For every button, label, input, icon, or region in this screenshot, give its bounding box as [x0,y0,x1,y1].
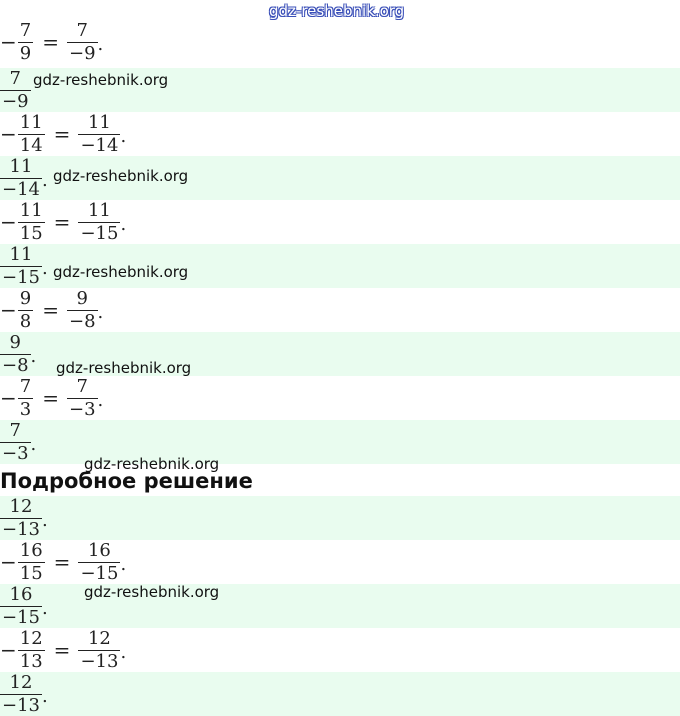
fraction-row [0,584,48,628]
denominator: 8 [19,310,32,332]
denominator: −14 [80,134,119,156]
fraction [18,287,33,332]
denominator: −13 [2,694,40,716]
fraction [78,111,120,156]
watermark: gdz-reshebnik.org [84,455,220,473]
denominator: 15 [19,562,43,584]
fraction [18,199,45,244]
fraction-row [0,332,36,376]
fraction [67,19,98,64]
numerator: 11 [19,199,43,221]
period: . [97,302,104,323]
denominator: −13 [2,518,40,540]
numerator: 9 [19,287,32,309]
numerator: 16 [87,539,111,561]
minus-sign: − [0,122,17,146]
numerator: 16 [19,539,43,561]
numerator: 7 [76,19,88,41]
minus-sign: − [0,386,17,410]
numerator: 12 [19,627,43,649]
denominator: 3 [19,398,32,420]
watermark: gdz-reshebnik.org [53,167,189,185]
fraction-row [0,244,48,288]
period: . [30,434,37,455]
denominator: 13 [19,650,43,672]
equals-sign: = [53,550,71,574]
site-watermark-header: gdz-reshebnik.org [269,2,405,20]
fraction-row [0,420,36,464]
fraction [0,583,42,628]
period: . [42,170,48,191]
denominator: 9 [19,42,32,64]
fraction-row [0,68,31,112]
equals-sign: = [42,298,59,322]
period: . [120,642,127,663]
period: . [42,258,48,279]
numerator: 9 [76,287,88,309]
equation-row [0,112,126,156]
minus-sign: − [0,638,17,662]
denominator: −15 [80,222,119,244]
denominator: −9 [68,42,96,64]
watermark: gdz-reshebnik.org [56,359,192,377]
period: . [30,346,37,367]
numerator: 11 [9,155,33,177]
fraction [18,627,45,672]
fraction [0,331,31,376]
numerator: 7 [9,67,21,89]
equals-sign: = [42,30,59,54]
denominator: −9 [2,90,29,112]
period: . [120,126,127,147]
numerator: 11 [19,111,43,133]
fraction [78,539,120,584]
denominator: −8 [68,310,96,332]
fraction [0,243,42,288]
equals-sign: = [42,386,59,410]
row-highlight [0,496,680,540]
period: . [120,214,127,235]
numerator: 7 [76,375,88,397]
denominator: −3 [2,442,29,464]
fraction [0,419,31,464]
period: . [42,510,48,531]
fraction [18,539,45,584]
denominator: 14 [19,134,43,156]
denominator: −15 [2,606,40,628]
equation-row [0,200,126,244]
fraction-row [0,672,48,716]
equals-sign: = [53,122,71,146]
row-highlight [0,672,680,716]
equation-row [0,376,103,420]
numerator: 7 [19,19,32,41]
numerator: 11 [87,111,111,133]
numerator: 7 [19,375,32,397]
period: . [97,390,104,411]
numerator: 12 [9,671,33,693]
period: . [42,598,48,619]
period: . [120,554,127,575]
numerator: 7 [9,419,21,441]
fraction [67,375,98,420]
section-heading: Подробное решение [0,469,253,493]
numerator: 16 [9,583,33,605]
equals-sign: = [53,210,71,234]
watermark: gdz-reshebnik.org [33,71,169,89]
fraction-row [0,496,48,540]
watermark: gdz-reshebnik.org [84,583,220,601]
denominator: −15 [80,562,119,584]
fraction [0,155,42,200]
fraction [67,287,98,332]
minus-sign: − [0,550,17,574]
equals-sign: = [53,638,71,662]
numerator: 11 [87,199,111,221]
watermark: gdz-reshebnik.org [53,263,189,281]
fraction [78,199,120,244]
equation-row [0,20,103,64]
equation-row [0,288,103,332]
equation-row [0,628,126,672]
numerator: 11 [9,243,33,265]
fraction [78,627,120,672]
fraction [18,19,33,64]
numerator: 9 [9,331,21,353]
numerator: 12 [87,627,111,649]
denominator: −15 [2,266,40,288]
denominator: −3 [68,398,96,420]
fraction [18,375,33,420]
numerator: 12 [9,495,33,517]
fraction [0,495,42,540]
period: . [42,686,48,707]
fraction [0,671,42,716]
minus-sign: − [0,30,17,54]
minus-sign: − [0,298,17,322]
period: . [97,34,104,55]
denominator: −14 [2,178,40,200]
fraction [0,67,31,112]
denominator: −13 [80,650,119,672]
denominator: −8 [2,354,29,376]
minus-sign: − [0,210,17,234]
fraction-row [0,156,48,200]
denominator: 15 [19,222,43,244]
equation-row [0,540,126,584]
fraction [18,111,45,156]
